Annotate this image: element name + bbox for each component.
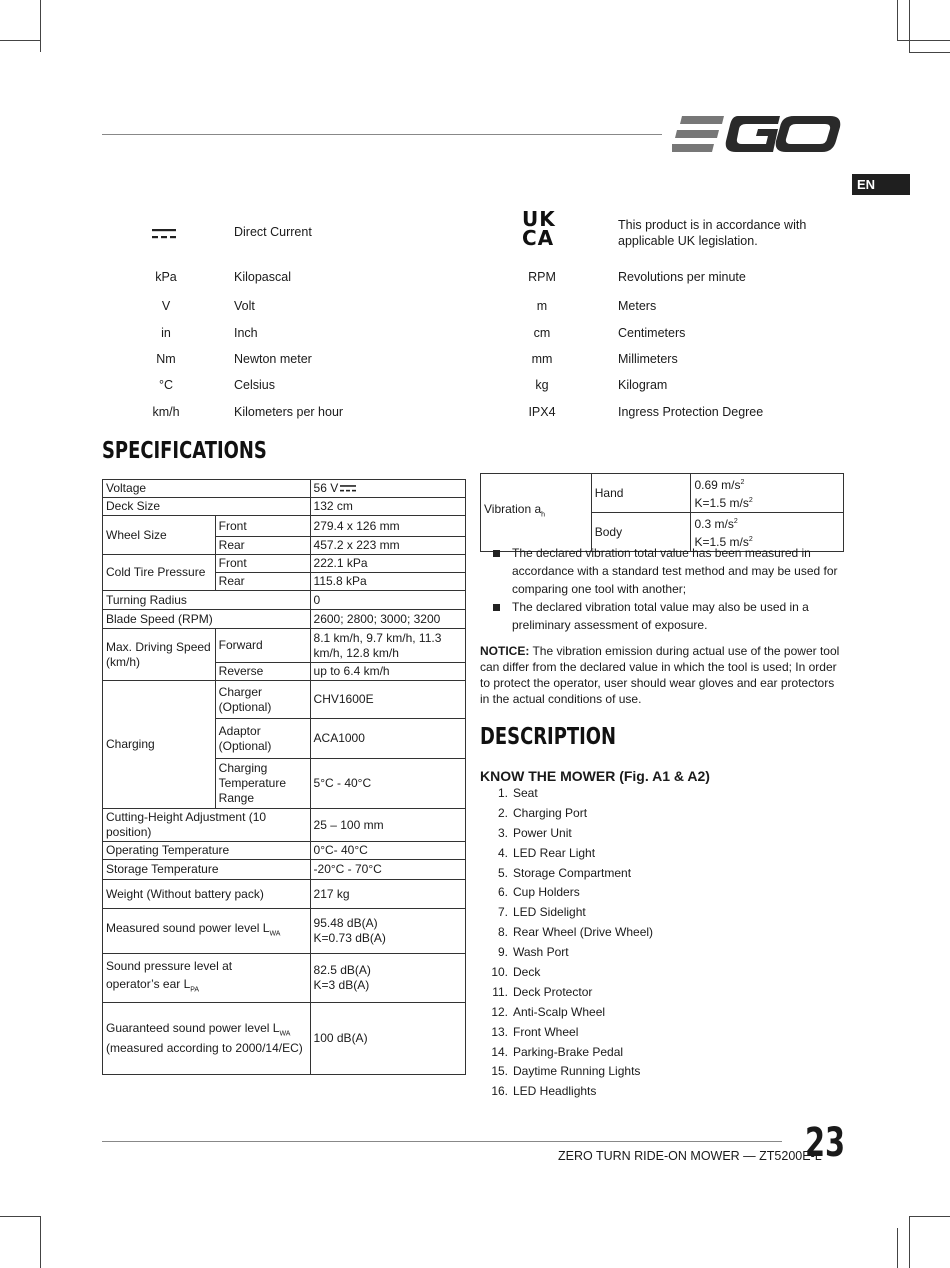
page-number: 23: [805, 1120, 846, 1166]
spec-label: Cutting-Height Adjustment (10 position): [103, 809, 311, 842]
list-item: The declared vibration total value may also be used in a preliminary assessment of exposure.: [490, 598, 840, 634]
symbol-meaning: Meters: [618, 299, 657, 313]
symbol: RPM: [528, 270, 556, 284]
spec-value: up to 6.4 km/h: [310, 663, 465, 681]
symbol: IPX4: [528, 405, 556, 419]
spec-label: Max. Driving Speed (km/h): [103, 629, 216, 681]
header-rule: [102, 134, 662, 135]
spec-label: Guaranteed sound power level $L_{WA}$ (measured according to 2000/14/EC): [103, 1003, 311, 1075]
spec-value: 2600; 2800; 3000; 3200: [310, 610, 465, 629]
crop-mark: [0, 1216, 40, 1217]
bullet-square-icon: [493, 550, 500, 557]
crop-mark: [909, 52, 950, 53]
symbol-meaning: Kilometers per hour: [234, 405, 344, 419]
spec-sublabel: Rear: [215, 573, 310, 591]
symbol-meaning: Kilopascal: [234, 270, 291, 284]
table-row: [481, 474, 844, 513]
spec-sublabel: Charging Temperature Range: [215, 759, 310, 809]
crop-mark: [897, 0, 898, 40]
table-row: [103, 809, 466, 842]
bullet-square-icon: [493, 604, 500, 611]
spec-label: Deck Size: [103, 498, 311, 516]
footer-title: ZERO TURN RIDE-ON MOWER — ZT5200E-L: [558, 1149, 822, 1163]
symbol: mm: [531, 352, 553, 366]
vibration-value: 0.3 $m/s^2$ K=1.5 $m/s^2$: [691, 513, 844, 552]
symbol-meaning: This product is in accordance with applicable UK legislation.: [618, 218, 807, 248]
symbol: kg: [535, 378, 549, 392]
table-row: [103, 591, 466, 610]
vibration-notes: [490, 544, 840, 634]
symbol-meaning: Millimeters: [618, 352, 678, 366]
spec-value: 82.5 dB(A) K=3 dB(A): [310, 954, 465, 1003]
vibration-label: Vibration $a_h$: [481, 474, 592, 552]
crop-mark: [897, 1228, 898, 1268]
spec-label: Wheel Size: [103, 516, 216, 555]
spec-label: Turning Radius: [103, 591, 311, 610]
crop-mark: [909, 1216, 910, 1268]
symbol: cm: [533, 326, 551, 340]
spec-value: ACA1000: [310, 719, 465, 759]
spec-label: Weight (Without battery pack): [103, 880, 311, 909]
crop-mark: [897, 40, 950, 41]
table-row: [103, 860, 466, 880]
vibration-table: [480, 473, 844, 552]
table-row: [103, 516, 466, 537]
symbol: kPa: [155, 270, 177, 284]
table-row: [103, 681, 466, 719]
spec-value: 132 cm: [310, 498, 465, 516]
vibration-sublabel: Body: [591, 513, 691, 552]
symbol-meaning: Ingress Protection Degree: [618, 405, 764, 419]
spec-label: Voltage: [103, 480, 311, 498]
spec-sublabel: Rear: [215, 537, 310, 555]
direct-current-icon: [340, 484, 356, 493]
symbol: Nm: [156, 352, 176, 366]
vibration-sublabel: Hand: [591, 474, 691, 513]
spec-label: Sound pressure level at operator’s ear $L_{PA}$: [103, 954, 311, 1003]
spec-value: CHV1600E: [310, 681, 465, 719]
spec-label: Storage Temperature: [103, 860, 311, 880]
spec-label: Measured sound power level $L_{WA}$: [103, 909, 311, 954]
table-row: [103, 880, 466, 909]
spec-sublabel: Adaptor (Optional): [215, 719, 310, 759]
table-row: [103, 1003, 466, 1075]
spec-value: 8.1 km/h, 9.7 km/h, 11.3 km/h, 12.8 km/h: [310, 629, 465, 663]
symbol: °C: [158, 378, 174, 392]
notice-paragraph: NOTICE: The vibration emission during actual use of the power tool can differ from the declared value in which the tool is used; In order to protect the operator, user should wear gloves and ear protectors in the actual conditions of use.: [480, 644, 840, 706]
spec-value: 115.8 kPa: [310, 573, 465, 591]
spec-value: 0: [310, 591, 465, 610]
symbol-meaning: Centimeters: [618, 326, 686, 340]
spec-value: 56 V: [310, 480, 465, 498]
specifications-heading: SPECIFICATIONS: [102, 438, 267, 464]
spec-value: 222.1 kPa: [310, 555, 465, 573]
spec-value: -20°C - 70°C: [310, 860, 465, 880]
spec-sublabel: Front: [215, 555, 310, 573]
table-row: [103, 498, 466, 516]
spec-value: 25 – 100 mm: [310, 809, 465, 842]
crop-mark: [40, 0, 41, 52]
symbol: V: [161, 299, 171, 313]
table-row: [103, 555, 466, 573]
spec-value: 5°C - 40°C: [310, 759, 465, 809]
spec-value: 100 dB(A): [310, 1003, 465, 1075]
spec-label: Operating Temperature: [103, 842, 311, 860]
symbol: in: [161, 326, 171, 340]
spec-label: Charging: [103, 681, 216, 809]
language-tab: EN: [852, 174, 910, 195]
list-item: The declared vibration total value has been measured in accordance with a standard test method and may be used for comparing one tool with another;: [490, 544, 840, 598]
table-row: [103, 842, 466, 860]
crop-mark: [0, 40, 40, 41]
table-row: [103, 909, 466, 954]
table-row: [103, 629, 466, 663]
crop-mark: [909, 0, 910, 52]
spec-label: Blade Speed (RPM): [103, 610, 311, 629]
spec-value: 95.48 dB(A) K=0.73 dB(A): [310, 909, 465, 954]
symbol-meaning: Revolutions per minute: [618, 270, 746, 284]
symbol-meaning: Inch: [234, 326, 258, 340]
symbol-meaning: Volt: [234, 299, 255, 313]
spec-sublabel: Reverse: [215, 663, 310, 681]
direct-current-icon: [152, 228, 176, 240]
table-row: [103, 954, 466, 1003]
spec-sublabel: Charger (Optional): [215, 681, 310, 719]
crop-mark: [909, 1216, 950, 1217]
symbol-meaning: Celsius: [234, 378, 275, 392]
spec-value: 0°C- 40°C: [310, 842, 465, 860]
ego-logo: [672, 112, 844, 156]
symbol-meaning: Newton meter: [234, 352, 312, 366]
symbol: m: [536, 299, 548, 313]
spec-label: Cold Tire Pressure: [103, 555, 216, 591]
footer-rule: [102, 1141, 782, 1142]
symbol-meaning: Direct Current: [234, 225, 312, 239]
spec-value: 217 kg: [310, 880, 465, 909]
table-row: [103, 480, 466, 498]
crop-mark: [40, 1216, 41, 1268]
spec-sublabel: Forward: [215, 629, 310, 663]
symbol-meaning: Kilogram: [618, 378, 668, 392]
symbol: km/h: [152, 405, 180, 419]
specifications-table: [102, 479, 466, 1075]
spec-value: 457.2 x 223 mm: [310, 537, 465, 555]
spec-value: 279.4 x 126 mm: [310, 516, 465, 537]
description-subheading: KNOW THE MOWER (Fig. A1 & A2): [480, 768, 710, 784]
spec-sublabel: Front: [215, 516, 310, 537]
description-heading: DESCRIPTION: [480, 724, 617, 750]
ukca-mark-icon: UK CA: [522, 207, 556, 250]
table-row: [103, 610, 466, 629]
vibration-value: 0.69 $m/s^2$ K=1.5 $m/s^2$: [691, 474, 844, 513]
